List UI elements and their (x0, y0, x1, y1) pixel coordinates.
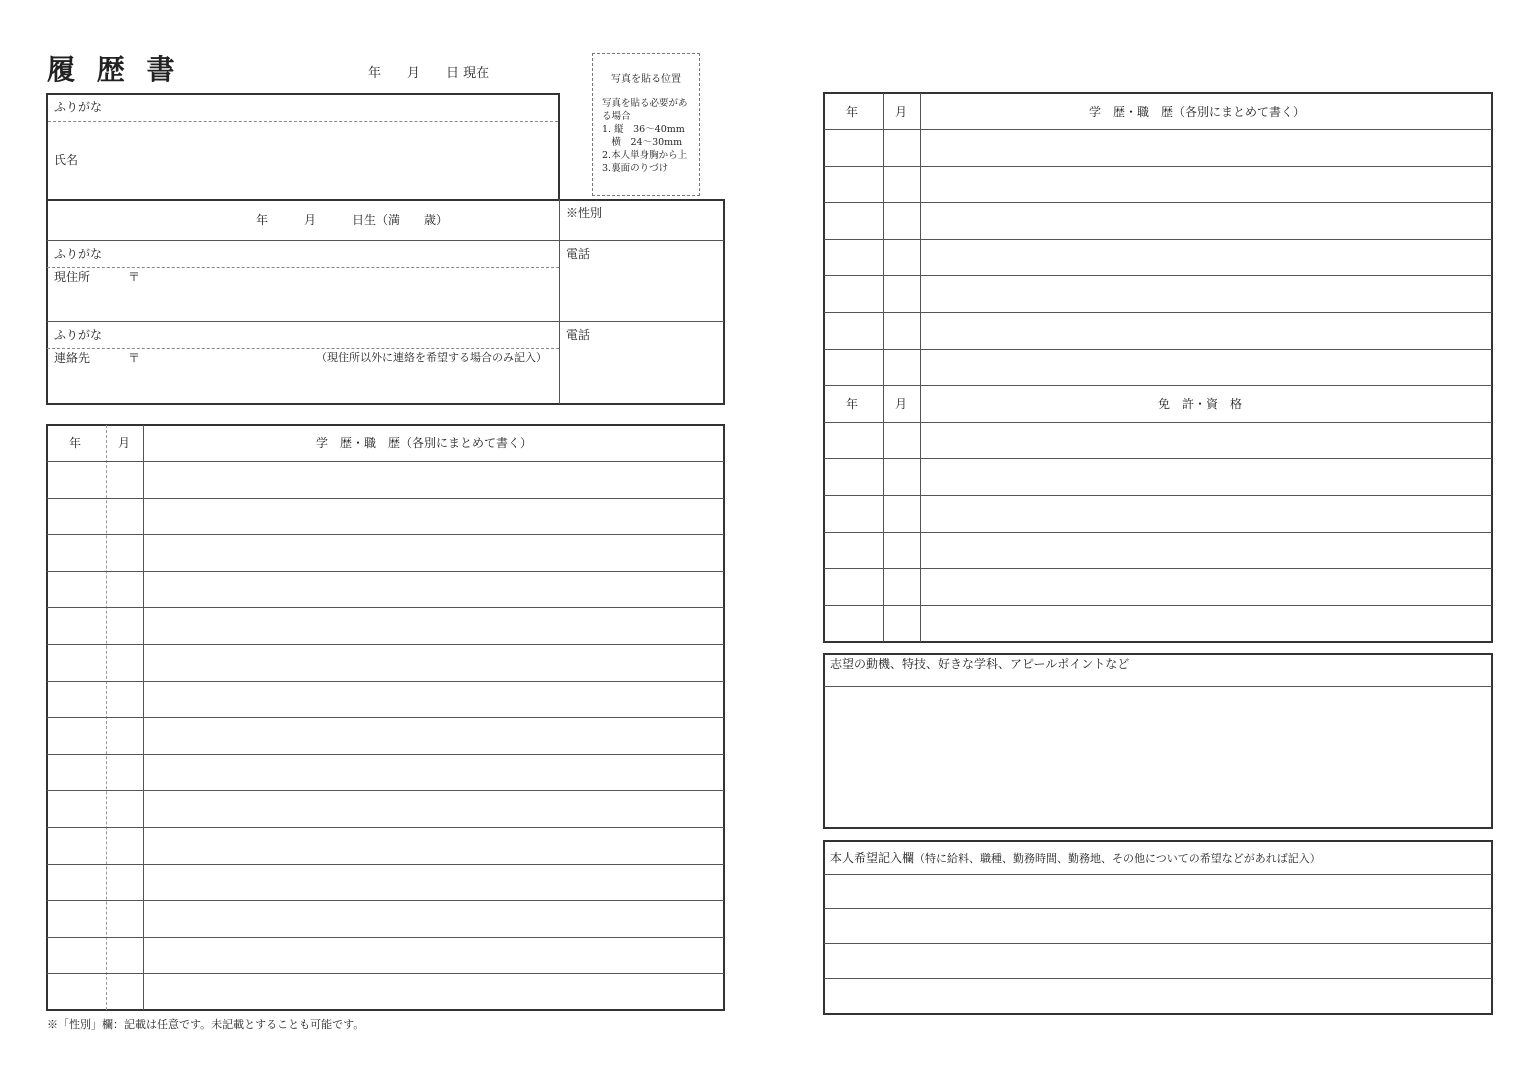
table-row-line (47, 754, 724, 755)
personal-info-box (46, 199, 725, 405)
table-row-line (824, 568, 1492, 569)
contact-note: （現住所以外に連絡を希望する場合のみ記入） (316, 351, 547, 364)
table-row-line (47, 461, 724, 462)
photo-line: る場合 (602, 111, 631, 122)
table-row-line (47, 498, 724, 499)
date-label: 年 月 日 現在 (368, 66, 490, 81)
address-furigana-label: ふりがな (54, 247, 103, 261)
photo-line: 2.本人単身胸から上 (602, 150, 688, 161)
table-row-line (824, 275, 1492, 276)
photo-line: 写真を貼る必要があ (602, 98, 688, 109)
history-right-col-year: 年 (846, 105, 859, 119)
contact-furigana-label: ふりがな (54, 328, 103, 342)
name-label: 氏名 (54, 153, 79, 167)
table-row-line (824, 385, 1492, 386)
table-row-line (47, 534, 724, 535)
contact-label: 連絡先 (54, 351, 91, 365)
table-row-line (47, 973, 724, 974)
table-row-line (47, 571, 724, 572)
history-left-col-month: 月 (118, 436, 131, 450)
resume-title: 履 歴 書 (47, 53, 181, 86)
name-furigana-label: ふりがな (54, 100, 103, 114)
photo-line: 1. 縦 36～40mm (602, 124, 685, 135)
contact-postal-mark: 〒 (128, 351, 141, 365)
photo-line: 3.裏面のりづけ (602, 163, 669, 174)
contact-phone-label: 電話 (566, 328, 591, 342)
license-col-year: 年 (846, 397, 859, 411)
address-postal-mark: 〒 (128, 270, 141, 284)
license-col-month: 月 (895, 397, 908, 411)
birth-date-label: 年 月 日生（満 歳） (256, 213, 449, 227)
preferences-label-main: 本人希望記入欄 (830, 851, 915, 865)
table-row-line (824, 202, 1492, 203)
phone-label: 電話 (566, 247, 591, 261)
license-col-content: 免 許・資 格 (1158, 397, 1243, 411)
table-row-line (47, 864, 724, 865)
table-row-line (824, 495, 1492, 496)
table-row-line (47, 644, 724, 645)
table-row-line (47, 607, 724, 608)
gender-label: ※性別 (566, 206, 603, 220)
table-row-line (47, 790, 724, 791)
table-row-line (824, 605, 1492, 606)
table-row-line (824, 532, 1492, 533)
address-label: 現住所 (54, 270, 91, 284)
table-row-line (824, 312, 1492, 313)
table-row-line (47, 900, 724, 901)
table-row-line (824, 458, 1492, 459)
history-right-col-content: 学 歴・職 歴（各別にまとめて書く） (1089, 105, 1306, 119)
motivation-label: 志望の動機、特技、好きな学科、アピールポイントなど (830, 657, 1130, 671)
preferences-note: （特に給料、職種、勤務時間、勤務地、その他についての希望などがあれば記入） (914, 852, 1321, 865)
name-box (46, 93, 560, 201)
history-left-col-year: 年 (69, 436, 82, 450)
preferences-label (830, 852, 1321, 864)
table-row-line (824, 129, 1492, 130)
motivation-box (823, 653, 1493, 829)
table-row-line (824, 166, 1492, 167)
table-row-line (47, 681, 724, 682)
preferences-box (823, 840, 1493, 1015)
table-row-line (47, 827, 724, 828)
history-table-right (823, 92, 1493, 643)
history-right-col-month: 月 (895, 105, 908, 119)
footnote: ※「性別」欄：記載は任意です。未記載とすることも可能です。 (47, 1018, 365, 1031)
photo-heading: 写真を貼る位置 (611, 74, 681, 85)
photo-line: 横 24～30mm (602, 137, 683, 148)
history-left-col-content: 学 歴・職 歴（各別にまとめて書く） (316, 436, 533, 450)
table-row-line (824, 349, 1492, 350)
photo-placeholder (592, 53, 700, 196)
table-row-line (47, 937, 724, 938)
table-row-line (824, 239, 1492, 240)
table-row-line (47, 717, 724, 718)
table-row-line (824, 422, 1492, 423)
